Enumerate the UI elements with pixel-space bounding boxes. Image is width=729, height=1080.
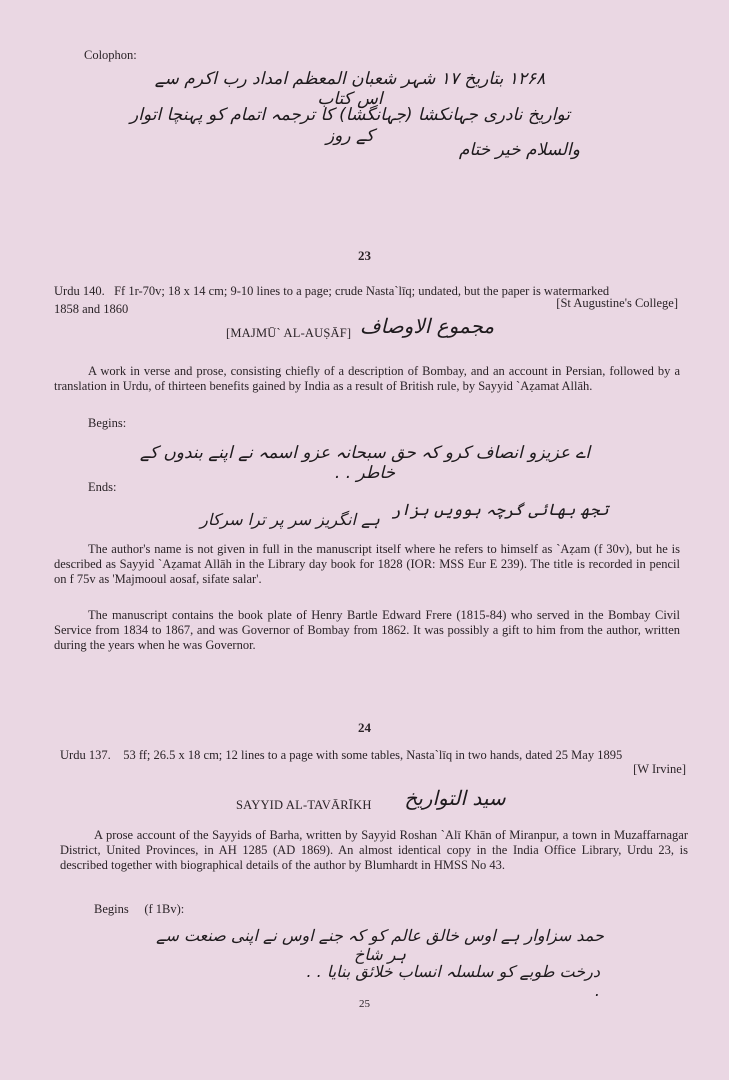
- provenance: [W Irvine]: [633, 762, 686, 776]
- physical-description-cont: 1858 and 1860: [54, 302, 129, 316]
- colophon-label: Colophon:: [84, 48, 137, 62]
- begins-folio: (f 1Bv):: [144, 902, 185, 916]
- entry-title-urdu: سید التواریخ: [404, 786, 506, 810]
- shelf-mark: Urdu 137.: [60, 748, 111, 762]
- colophon-urdu-line-2: تواریخ نادری جہانکشا (جہانگشا) کا ترجمہ اتمام کو پہنچا اتوار کے روز: [130, 105, 570, 146]
- begins-label: Begins:: [88, 416, 127, 430]
- colophon-urdu-line-1: ۱۲۶۸ بتاریخ ۱۷ شہر شعبان المعظم امداد رب اکرم سے اس کتاب: [154, 69, 546, 109]
- entry-description: [60, 748, 688, 763]
- note-paragraph-2: The manuscript contains the book plate of Henry Bartle Edward Frere (1815-84) who served in the Bombay Civil Service from 1834 to 1867, and was Governor of Bombay from 1862. It was possibly a gift to him from the author, written during the years when he was Governor.: [54, 608, 680, 652]
- colophon-urdu-line-3: والسلام خیر ختام: [458, 140, 580, 160]
- entry-number: 24: [358, 720, 371, 735]
- begins-urdu-1: حمد سزاوار ہے اوس خالق عالم کو کہ جنے اوس نے اپنی صنعت سے ہر شاخ: [156, 926, 604, 964]
- note-paragraph-1: The author's name is not given in full in the manuscript itself where he refers to himself as `Aẓam (f 30v), but he is described as Sayyid `Aẓamat Allāh in the Library day book for 1828 (IOR: MSS Eur E 239). The title is recorded in pencil on f 75v as 'Majmooul aosaf, sifate salar'.: [54, 542, 680, 586]
- begins-urdu-2: درخت طوبے کو سلسلہ انساب خلائق بنایا . . .: [306, 962, 600, 1000]
- page-number: 25: [359, 998, 370, 1010]
- ends-urdu-1: تجھ بھائی گرچہ ہوویں ہزار: [391, 500, 609, 519]
- ends-urdu-2: ہے انگریز سر پر ترا سرکار: [200, 510, 380, 529]
- begins-urdu: اے عزیزو انصاف کرو کہ حق سبحانہ عزو اسمہ نے اپنے بندوں کے خاطر . .: [139, 443, 591, 483]
- entry-summary: A prose account of the Sayyids of Barha, written by Sayyid Roshan `Alī Khān of Miranpur, a town in Muzaffarnagar District, United Provinces, in AH 1285 (AD 1869). An almost identical copy in the India Office Library, Urdu 23, is described together with biographical details of the author by Blumhardt in HMSS No 43.: [60, 828, 688, 872]
- entry-title-latin: SAYYID AL-TAVĀRĪKH: [236, 798, 372, 812]
- entry-number: 23: [358, 248, 371, 263]
- begins-label: [94, 902, 184, 917]
- entry-title-latin: [MAJMŪ` AL-AUṢĀF]: [226, 326, 352, 340]
- physical-description: Ff 1r-70v; 18 x 14 cm; 9-10 lines to a page; crude Nasta`līq; undated, but the paper is watermarked: [114, 284, 610, 298]
- physical-description: 53 ff; 26.5 x 18 cm; 12 lines to a page with some tables, Nasta`līq in two hands, dated 25 May 1895: [123, 748, 623, 762]
- ends-label: Ends:: [88, 480, 117, 494]
- entry-summary: A work in verse and prose, consisting chiefly of a description of Bombay, and an account in Persian, followed by a translation in Urdu, of thirteen benefits gained by India as a result of British rule, by Sayyid `Aẓamat Allāh.: [54, 364, 680, 393]
- shelf-mark: Urdu 140.: [54, 284, 105, 298]
- entry-title-urdu: مجموع الاوصاف: [359, 314, 495, 338]
- provenance: [St Augustine's College]: [556, 296, 678, 310]
- begins-label-text: Begins: [94, 902, 129, 916]
